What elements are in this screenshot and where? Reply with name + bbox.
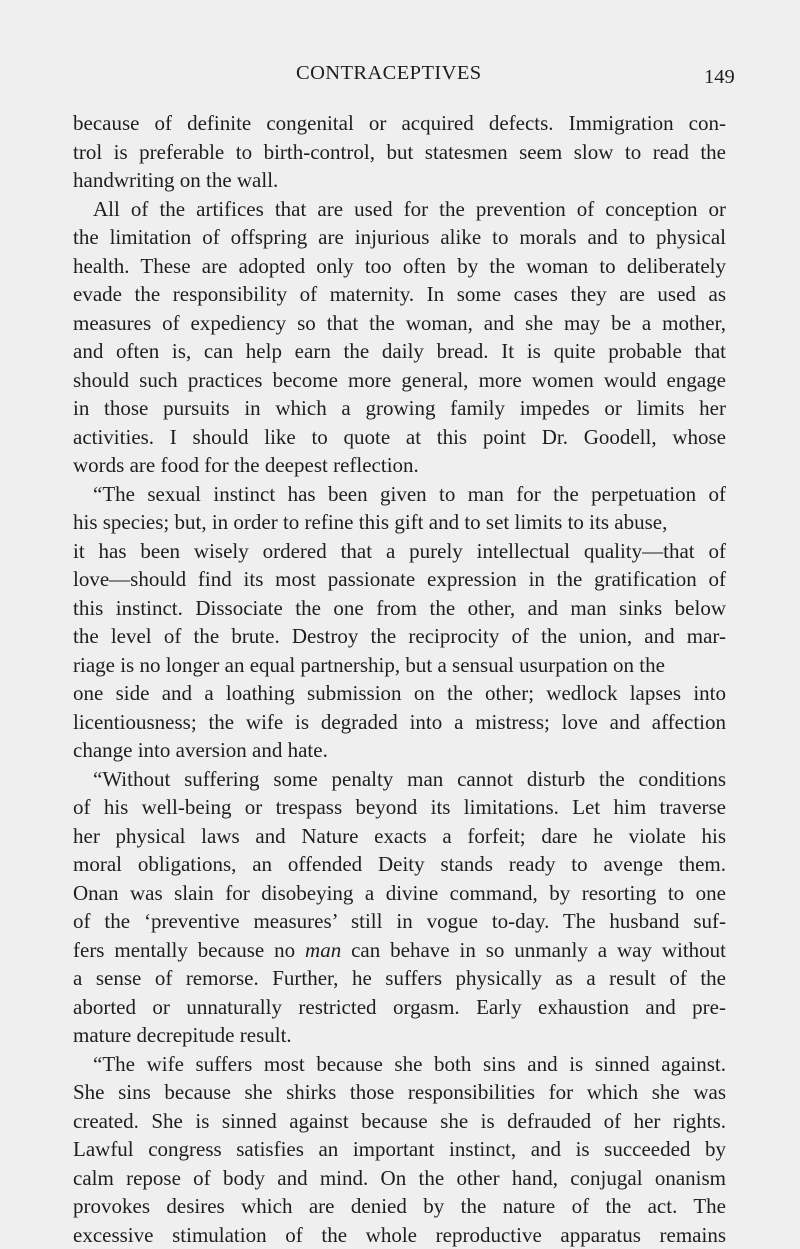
text-line: change into aversion and hate.	[73, 738, 328, 762]
text-line: because of definite congenital or acquired defects. Immigration con-	[73, 111, 726, 135]
page-header	[0, 62, 800, 92]
text-line: She sins because she shirks those responsibilities for which she was	[73, 1080, 726, 1104]
text-line: a sense of remorse. Further, he suffers physically as a result of the	[73, 966, 726, 990]
text-line: excessive stimulation of the whole reproductive apparatus remains	[73, 1222, 726, 1247]
text-line: All of the artifices that are used for the prevention of conception or	[93, 196, 726, 221]
text-line: moral obligations, an offended Deity stands ready to avenge them.	[73, 852, 726, 876]
body-text	[73, 109, 726, 1249]
text-line: this instinct. Dissociate the one from the other, and man sinks below	[73, 595, 726, 620]
text-line: in those pursuits in which a growing family impedes or limits her	[73, 396, 726, 420]
text-line: words are food for the deepest reflection.	[73, 453, 419, 477]
text-line: “The wife suffers most because she both sins and is sinned against.	[93, 1051, 726, 1076]
text-line: Onan was slain for disobeying a divine command, by resorting to one	[73, 880, 726, 905]
text-line: it has been wisely ordered that a purely intellectual quality—that of	[73, 538, 726, 563]
text-line-with-italic	[73, 936, 726, 965]
text-line: of the ‘preventive measures’ still in vogue to-day. The husband suf-	[73, 909, 726, 933]
page-number: 149	[704, 66, 735, 88]
text-line: should such practices become more general, more women would engage	[73, 367, 726, 392]
text-line: one side and a loathing submission on the other; wedlock lapses into	[73, 681, 726, 705]
text-line: handwriting on the wall.	[73, 168, 279, 192]
text-line: evade the responsibility of maternity. In some cases they are used as	[73, 282, 726, 306]
running-title: CONTRACEPTIVES	[296, 62, 482, 84]
text-line: “Without suffering some penalty man cannot disturb the conditions	[93, 766, 726, 791]
text-line: the limitation of offspring are injurious alike to morals and to physical	[73, 225, 726, 249]
italic-word: man	[305, 937, 342, 962]
text-line: love—should find its most passionate expression in the gratification of	[73, 567, 726, 591]
text-line: trol is preferable to birth-control, but statesmen seem slow to read the	[73, 139, 726, 164]
text-line: his species; but, in order to refine this gift and to set limits to its abuse,	[73, 510, 668, 534]
text-line: measures of expediency so that the woman, and she may be a mother,	[73, 310, 726, 335]
text-line: “The sexual instinct has been given to man for the perpetuation of	[93, 481, 726, 506]
text-segment: can behave in so unmanly a way without	[341, 937, 726, 962]
text-line: activities. I should like to quote at this point Dr. Goodell, whose	[73, 424, 726, 449]
text-line: created. She is sinned against because she is defrauded of her rights.	[73, 1108, 726, 1133]
text-line: the level of the brute. Destroy the reciprocity of the union, and mar-	[73, 624, 726, 648]
text-line: and often is, can help earn the daily bread. It is quite probable that	[73, 339, 726, 363]
text-line: of his well-being or trespass beyond its limitations. Let him traverse	[73, 795, 726, 819]
text-line: licentiousness; the wife is degraded into a mistress; love and affection	[73, 709, 726, 734]
text-line: health. These are adopted only too often by the woman to deliberately	[73, 253, 726, 278]
text-line: mature decrepitude result.	[73, 1023, 292, 1047]
text-line: riage is no longer an equal partnership, but a sensual usurpation on the	[73, 652, 665, 677]
text-line: provokes desires which are denied by the nature of the act. The	[73, 1194, 726, 1218]
text-line: her physical laws and Nature exacts a forfeit; dare he violate his	[73, 823, 726, 848]
text-line: calm repose of body and mind. On the other hand, conjugal onanism	[73, 1165, 726, 1190]
text-line: Lawful congress satisfies an important instinct, and is succeeded by	[73, 1137, 726, 1161]
text-segment: fers mentally because no	[73, 937, 306, 962]
text-line: aborted or unnaturally restricted orgasm. Early exhaustion and pre-	[73, 994, 726, 1019]
